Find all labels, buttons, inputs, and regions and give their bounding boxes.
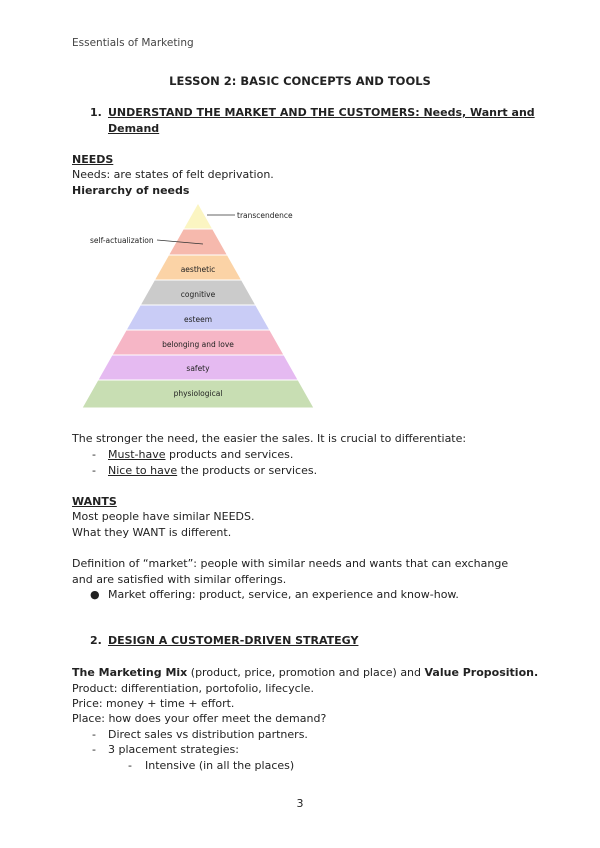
marketing-mix-middle: (product, price, promotion and place) and <box>187 666 425 679</box>
needs-definition: Needs: are states of felt deprivation. <box>72 168 274 181</box>
market-definition-line-1: Definition of “market”: people with similar needs and wants that can exchange <box>72 557 509 570</box>
lesson-title: LESSON 2: BASIC CONCEPTS AND TOOLS <box>169 74 431 88</box>
direct-sales-item: Direct sales vs distribution partners. <box>108 728 308 741</box>
label-esteem: esteem <box>184 315 212 324</box>
hierarchy-of-needs-pyramid <box>80 198 316 410</box>
label-aesthetic: aesthetic <box>180 265 216 274</box>
wants-line-2: What they WANT is different. <box>72 526 232 539</box>
needs-heading: NEEDS <box>72 153 114 166</box>
section-1-heading-line2: Demand <box>108 122 160 135</box>
place-line: Place: how does your offer meet the demand? <box>72 712 327 725</box>
value-proposition-term: Value Proposition. <box>424 666 539 679</box>
bullet-marker: ● <box>90 588 100 601</box>
marketing-mix-line <box>72 666 538 679</box>
section-1-number: 1. <box>90 106 102 119</box>
section-2-heading: DESIGN A CUSTOMER-DRIVEN STRATEGY <box>108 634 359 647</box>
product-line: Product: differentiation, portofolio, lifecycle. <box>72 682 314 695</box>
dash-marker: - <box>92 464 96 477</box>
dash-marker: - <box>92 743 96 756</box>
page-number: 3 <box>296 797 304 810</box>
label-belonging-and-love: belonging and love <box>162 340 234 349</box>
must-have-item <box>108 448 293 461</box>
nice-to-have-item <box>108 464 317 477</box>
wants-line-1: Most people have similar NEEDS. <box>72 510 255 523</box>
running-header: Essentials of Marketing <box>72 37 194 49</box>
price-line: Price: money + time + effort. <box>72 697 235 710</box>
label-physiological: physiological <box>173 389 223 398</box>
label-self-actualization: self-actualization <box>90 236 154 245</box>
label-transcendence: transcendence <box>237 211 293 220</box>
market-definition-line-2: and are satisfied with similar offerings. <box>72 573 287 586</box>
marketing-mix-term: The Marketing Mix <box>72 666 188 679</box>
section-1-heading-line1: UNDERSTAND THE MARKET AND THE CUSTOMERS: Needs, Wanrt and <box>108 106 535 119</box>
dash-marker: - <box>128 759 132 772</box>
market-offering-bullet: Market offering: product, service, an experience and know-how. <box>108 588 459 601</box>
stronger-need-text: The stronger the need, the easier the sales. It is crucial to differentiate: <box>72 432 467 445</box>
dash-marker: - <box>92 448 96 461</box>
wants-heading: WANTS <box>72 495 117 508</box>
nice-to-have-rest: the products or services. <box>177 464 318 477</box>
must-have-term: Must-have <box>108 448 166 461</box>
intensive-item: Intensive (in all the places) <box>145 759 295 772</box>
dash-marker: - <box>92 728 96 741</box>
hierarchy-label: Hierarchy of needs <box>72 184 190 197</box>
nice-to-have-term: Nice to have <box>108 464 178 477</box>
placement-strategies-item: 3 placement strategies: <box>108 743 239 756</box>
must-have-rest: products and services. <box>165 448 294 461</box>
label-safety: safety <box>186 364 210 373</box>
label-cognitive: cognitive <box>180 290 216 299</box>
section-2-number: 2. <box>90 634 102 647</box>
